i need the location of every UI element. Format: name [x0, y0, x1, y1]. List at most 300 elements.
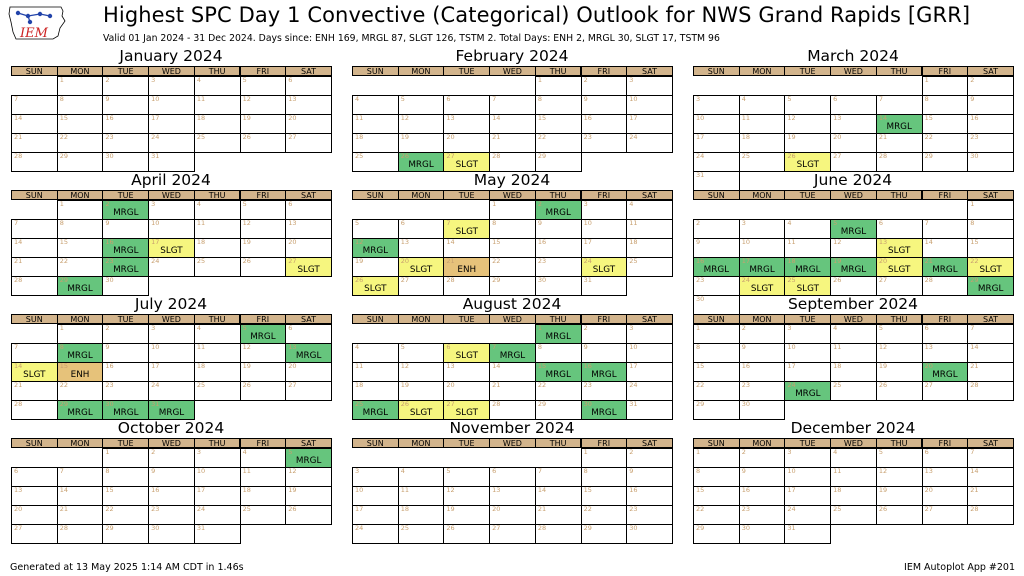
- day-cell: [11, 486, 58, 506]
- outlook-category-label: SLGT: [592, 265, 616, 275]
- day-number: 23: [741, 505, 750, 513]
- day-number: 17: [787, 486, 796, 494]
- day-cell: [739, 400, 786, 420]
- day-number: 25: [787, 276, 796, 284]
- day-cell: [148, 362, 195, 382]
- day-cell: [57, 524, 104, 544]
- day-number: 16: [629, 486, 638, 494]
- day-number: 7: [446, 219, 451, 227]
- day-number: 28: [970, 505, 979, 513]
- weekday-label: TUE: [102, 438, 149, 448]
- day-cell: [148, 219, 195, 239]
- weekday-label: THU: [194, 190, 241, 200]
- day-cell: [102, 152, 149, 172]
- day-number: 22: [59, 257, 68, 265]
- day-cell: [57, 381, 104, 401]
- day-number: 19: [242, 114, 251, 122]
- day-number: 14: [446, 238, 455, 246]
- day-number: 25: [629, 257, 638, 265]
- day-cell: [148, 324, 195, 344]
- day-number: 16: [105, 362, 114, 370]
- day-cell: [102, 362, 149, 382]
- day-cell: [57, 505, 104, 525]
- day-cell: [922, 362, 969, 382]
- outlook-category-label: SLGT: [160, 246, 183, 256]
- page-subtitle: Valid 01 Jan 2024 - 31 Dec 2024. Days since: ENH 169, MRGL 87, SLGT 126, TSTM 2. Total Days: ENH 2, MRGL 30, SLGT 17, TSTM 96: [103, 33, 720, 44]
- day-number: 9: [105, 343, 110, 351]
- day-cell: [352, 400, 399, 420]
- day-cell: [739, 343, 786, 363]
- day-cell: [194, 486, 241, 506]
- day-number: 12: [288, 467, 297, 475]
- weekday-label: WED: [489, 314, 536, 324]
- day-number: 24: [629, 381, 638, 389]
- day-cell: [876, 276, 923, 296]
- weekday-header: [693, 438, 1013, 448]
- day-cell: [626, 324, 673, 344]
- day-number: 13: [924, 343, 933, 351]
- day-number: 12: [878, 343, 888, 351]
- day-number: 8: [59, 219, 64, 227]
- day-number: 23: [583, 381, 592, 389]
- day-number: 15: [696, 362, 705, 370]
- outlook-category-label: SLGT: [979, 265, 1002, 275]
- day-cell: [830, 467, 877, 487]
- day-number: 14: [492, 362, 501, 370]
- day-number: 5: [787, 95, 792, 103]
- day-cell: [102, 95, 149, 115]
- outlook-category-label: SLGT: [455, 160, 478, 170]
- day-cell: [148, 95, 195, 115]
- day-cell: [102, 448, 149, 468]
- day-cell: [11, 152, 58, 172]
- day-cell: [285, 362, 332, 382]
- day-cell: [581, 133, 628, 153]
- day-number: 9: [696, 238, 701, 246]
- day-cell: [102, 114, 149, 134]
- outlook-category-label: ENH: [457, 265, 477, 275]
- weekday-label: SAT: [967, 66, 1014, 76]
- day-cell: [352, 114, 399, 134]
- day-number: 21: [492, 381, 501, 389]
- month-title: July 2024: [134, 295, 208, 313]
- day-cell: [102, 400, 149, 420]
- outlook-category-label: MRGL: [408, 160, 434, 170]
- weekday-header: [352, 438, 672, 448]
- day-number: 2: [741, 448, 746, 456]
- day-number: 29: [537, 152, 547, 160]
- outlook-category-label: SLGT: [409, 265, 433, 275]
- day-cell: [285, 219, 332, 239]
- day-cell: [102, 238, 149, 258]
- day-number: 27: [924, 381, 933, 389]
- day-number: 30: [970, 152, 979, 160]
- day-number: 21: [14, 133, 23, 141]
- day-number: 9: [741, 467, 746, 475]
- day-cell: [11, 276, 58, 296]
- day-number: 15: [537, 362, 547, 370]
- month-title: February 2024: [455, 47, 569, 65]
- day-number: 2: [537, 200, 542, 208]
- day-cell: [352, 362, 399, 382]
- day-cell: [922, 505, 969, 525]
- weekday-label: MON: [57, 314, 104, 324]
- day-cell: [922, 486, 969, 506]
- day-cell: [489, 133, 536, 153]
- day-number: 19: [242, 362, 251, 370]
- day-cell: [739, 448, 786, 468]
- day-cell: [11, 114, 58, 134]
- day-cell: [739, 524, 786, 544]
- day-number: 23: [105, 133, 114, 141]
- day-cell: [876, 133, 923, 153]
- day-cell: [626, 486, 673, 506]
- day-number: 6: [924, 448, 929, 456]
- day-number: 21: [878, 133, 888, 141]
- day-cell: [693, 276, 740, 296]
- day-cell: [581, 467, 628, 487]
- day-cell: [443, 133, 490, 153]
- day-number: 28: [446, 276, 455, 284]
- day-cell: [784, 95, 831, 115]
- day-number: 17: [629, 362, 638, 370]
- day-cell: [830, 362, 877, 382]
- day-number: 18: [196, 238, 206, 246]
- day-cell: [148, 76, 195, 96]
- weekday-label: TUE: [443, 438, 490, 448]
- day-cell: [352, 343, 399, 363]
- day-number: 9: [970, 95, 975, 103]
- weekday-label: TUE: [443, 190, 490, 200]
- day-cell: [148, 257, 195, 277]
- day-cell: [352, 152, 399, 172]
- day-cell: [285, 381, 332, 401]
- day-number: 20: [288, 114, 297, 122]
- day-number: 5: [355, 219, 360, 227]
- day-number: 29: [492, 276, 501, 284]
- weekday-header: [11, 314, 331, 324]
- day-number: 15: [59, 114, 68, 122]
- day-cell: [285, 114, 332, 134]
- month-title: March 2024: [807, 47, 899, 65]
- day-cell: [739, 257, 786, 277]
- day-number: 10: [787, 467, 796, 475]
- day-cell: [830, 448, 877, 468]
- day-cell: [57, 238, 104, 258]
- weekday-label: SUN: [11, 66, 58, 76]
- day-number: 9: [629, 467, 634, 475]
- outlook-category-label: MRGL: [113, 265, 139, 275]
- day-cell: [148, 343, 195, 363]
- day-number: 26: [833, 276, 842, 284]
- day-cell: [57, 200, 104, 220]
- day-number: 19: [400, 381, 409, 389]
- day-number: 1: [59, 200, 64, 208]
- day-number: 11: [196, 343, 206, 351]
- weekday-label: MON: [398, 190, 445, 200]
- day-cell: [489, 381, 536, 401]
- day-number: 1: [696, 448, 701, 456]
- weekday-label: FRI: [240, 66, 287, 76]
- month-title: October 2024: [117, 419, 225, 437]
- day-number: 18: [355, 133, 364, 141]
- day-number: 8: [59, 343, 64, 351]
- day-number: 7: [14, 95, 19, 103]
- day-number: 21: [59, 505, 68, 513]
- day-number: 5: [400, 95, 405, 103]
- day-cell: [102, 133, 149, 153]
- day-number: 8: [970, 219, 975, 227]
- day-number: 7: [59, 467, 64, 475]
- day-number: 31: [696, 171, 705, 179]
- day-cell: [535, 133, 582, 153]
- day-number: 11: [787, 238, 796, 246]
- day-number: 25: [741, 152, 750, 160]
- day-cell: [581, 324, 628, 344]
- weekday-label: WED: [148, 438, 195, 448]
- day-cell: [739, 219, 786, 239]
- day-cell: [352, 95, 399, 115]
- day-number: 15: [924, 114, 933, 122]
- day-number: 7: [924, 219, 929, 227]
- weekday-label: SAT: [626, 66, 673, 76]
- day-number: 16: [105, 114, 114, 122]
- month-title: December 2024: [790, 419, 916, 437]
- day-cell: [398, 524, 445, 544]
- iem-logo: [6, 4, 68, 48]
- outlook-category-label: SLGT: [888, 265, 911, 275]
- day-cell: [784, 381, 831, 401]
- day-number: 21: [492, 133, 501, 141]
- weekday-label: FRI: [922, 438, 969, 448]
- day-cell: [922, 114, 969, 134]
- weekday-label: SAT: [967, 314, 1014, 324]
- day-cell: [876, 238, 923, 258]
- weekday-label: SUN: [693, 190, 740, 200]
- day-number: 3: [787, 448, 792, 456]
- day-number: 4: [196, 200, 201, 208]
- day-number: 15: [59, 238, 68, 246]
- day-number: 28: [14, 152, 23, 160]
- outlook-category-label: MRGL: [67, 351, 93, 361]
- day-number: 15: [537, 114, 547, 122]
- day-cell: [626, 95, 673, 115]
- day-number: 7: [537, 467, 542, 475]
- day-cell: [581, 200, 628, 220]
- day-number: 5: [242, 76, 247, 84]
- weekday-label: SUN: [11, 190, 58, 200]
- day-number: 9: [741, 343, 746, 351]
- weekday-label: WED: [489, 438, 536, 448]
- day-number: 31: [583, 276, 592, 284]
- day-number: 12: [242, 343, 251, 351]
- day-number: 4: [355, 95, 360, 103]
- day-number: 14: [14, 238, 23, 246]
- day-cell: [443, 257, 490, 277]
- weekday-label: MON: [57, 66, 104, 76]
- day-cell: [240, 448, 287, 468]
- day-cell: [784, 486, 831, 506]
- day-cell: [876, 505, 923, 525]
- day-cell: [535, 324, 582, 344]
- day-number: 14: [878, 114, 888, 122]
- day-number: 9: [105, 95, 110, 103]
- day-cell: [626, 200, 673, 220]
- day-cell: [535, 219, 582, 239]
- day-cell: [967, 448, 1014, 468]
- day-number: 24: [787, 381, 796, 389]
- day-number: 23: [741, 381, 750, 389]
- weekday-label: TUE: [443, 66, 490, 76]
- day-number: 12: [446, 486, 455, 494]
- day-number: 19: [288, 486, 297, 494]
- month-title: September 2024: [787, 295, 919, 313]
- day-number: 27: [288, 381, 297, 389]
- day-cell: [739, 324, 786, 344]
- day-number: 26: [242, 381, 251, 389]
- outlook-category-label: MRGL: [362, 408, 389, 418]
- day-number: 24: [196, 505, 206, 513]
- day-cell: [784, 133, 831, 153]
- day-number: 2: [105, 324, 110, 332]
- day-number: 28: [492, 152, 501, 160]
- day-cell: [352, 257, 399, 277]
- day-number: 10: [696, 114, 705, 122]
- day-number: 7: [492, 95, 497, 103]
- day-cell: [57, 219, 104, 239]
- day-cell: [967, 324, 1014, 344]
- day-number: 19: [400, 133, 409, 141]
- generated-timestamp: Generated at 13 May 2025 1:14 AM CDT in 1.46s: [10, 562, 244, 573]
- outlook-category-label: MRGL: [886, 122, 912, 132]
- day-cell: [398, 152, 445, 172]
- day-cell: [876, 219, 923, 239]
- weekday-header: [352, 314, 672, 324]
- day-number: 24: [151, 257, 160, 265]
- outlook-category-label: MRGL: [977, 284, 1004, 294]
- day-cell: [830, 276, 877, 296]
- day-cell: [967, 257, 1014, 277]
- weekday-label: SUN: [693, 438, 740, 448]
- day-number: 23: [151, 505, 160, 513]
- day-number: 19: [446, 505, 455, 513]
- day-number: 6: [400, 219, 405, 227]
- day-cell: [581, 95, 628, 115]
- day-cell: [967, 219, 1014, 239]
- day-cell: [285, 486, 332, 506]
- day-number: 11: [833, 467, 842, 475]
- day-number: 10: [196, 467, 206, 475]
- day-cell: [876, 467, 923, 487]
- day-cell: [489, 257, 536, 277]
- day-number: 23: [696, 276, 705, 284]
- weekday-label: MON: [398, 66, 445, 76]
- day-cell: [240, 343, 287, 363]
- day-number: 30: [105, 152, 114, 160]
- day-number: 18: [196, 362, 206, 370]
- day-number: 11: [629, 219, 638, 227]
- day-number: 31: [151, 400, 160, 408]
- day-number: 17: [629, 114, 638, 122]
- day-cell: [784, 343, 831, 363]
- day-cell: [11, 524, 58, 544]
- day-number: 10: [787, 343, 796, 351]
- day-number: 23: [537, 257, 547, 265]
- day-cell: [967, 343, 1014, 363]
- day-cell: [693, 362, 740, 382]
- day-cell: [148, 381, 195, 401]
- weekday-label: FRI: [240, 314, 287, 324]
- day-number: 5: [833, 219, 838, 227]
- day-cell: [240, 486, 287, 506]
- day-cell: [194, 114, 241, 134]
- day-cell: [102, 524, 149, 544]
- day-cell: [535, 238, 582, 258]
- day-cell: [398, 362, 445, 382]
- day-cell: [693, 152, 740, 172]
- day-number: 16: [537, 238, 547, 246]
- day-cell: [876, 362, 923, 382]
- weekday-header: [352, 190, 672, 200]
- month-title: April 2024: [131, 171, 211, 189]
- day-number: 27: [833, 152, 842, 160]
- day-cell: [11, 362, 58, 382]
- day-number: 1: [492, 200, 497, 208]
- day-number: 7: [970, 448, 975, 456]
- day-cell: [693, 381, 740, 401]
- outlook-category-label: MRGL: [113, 408, 139, 418]
- day-number: 13: [924, 467, 933, 475]
- day-cell: [693, 524, 740, 544]
- day-number: 10: [151, 95, 160, 103]
- day-cell: [443, 238, 490, 258]
- day-cell: [626, 114, 673, 134]
- day-cell: [876, 381, 923, 401]
- day-cell: [922, 133, 969, 153]
- weekday-label: TUE: [784, 66, 831, 76]
- day-cell: [148, 524, 195, 544]
- weekday-label: SUN: [693, 66, 740, 76]
- day-number: 4: [741, 95, 746, 103]
- outlook-category-label: MRGL: [113, 246, 139, 256]
- day-cell: [352, 381, 399, 401]
- day-cell: [922, 324, 969, 344]
- month-title: January 2024: [119, 47, 223, 65]
- outlook-category-label: SLGT: [796, 284, 819, 294]
- day-number: 27: [288, 257, 297, 265]
- day-number: 6: [446, 95, 451, 103]
- day-cell: [922, 238, 969, 258]
- day-number: 28: [970, 381, 979, 389]
- day-number: 13: [14, 486, 23, 494]
- day-cell: [489, 276, 536, 296]
- day-number: 17: [196, 486, 206, 494]
- day-number: 4: [833, 448, 838, 456]
- day-cell: [240, 219, 287, 239]
- day-number: 24: [741, 276, 750, 284]
- day-cell: [240, 76, 287, 96]
- day-cell: [398, 467, 445, 487]
- day-number: 22: [492, 257, 501, 265]
- outlook-category-label: MRGL: [545, 332, 571, 342]
- day-number: 12: [400, 362, 409, 370]
- day-number: 29: [59, 400, 68, 408]
- day-number: 3: [355, 467, 360, 475]
- weekday-label: TUE: [784, 314, 831, 324]
- day-cell: [102, 381, 149, 401]
- day-cell: [535, 257, 582, 277]
- day-number: 10: [629, 343, 638, 351]
